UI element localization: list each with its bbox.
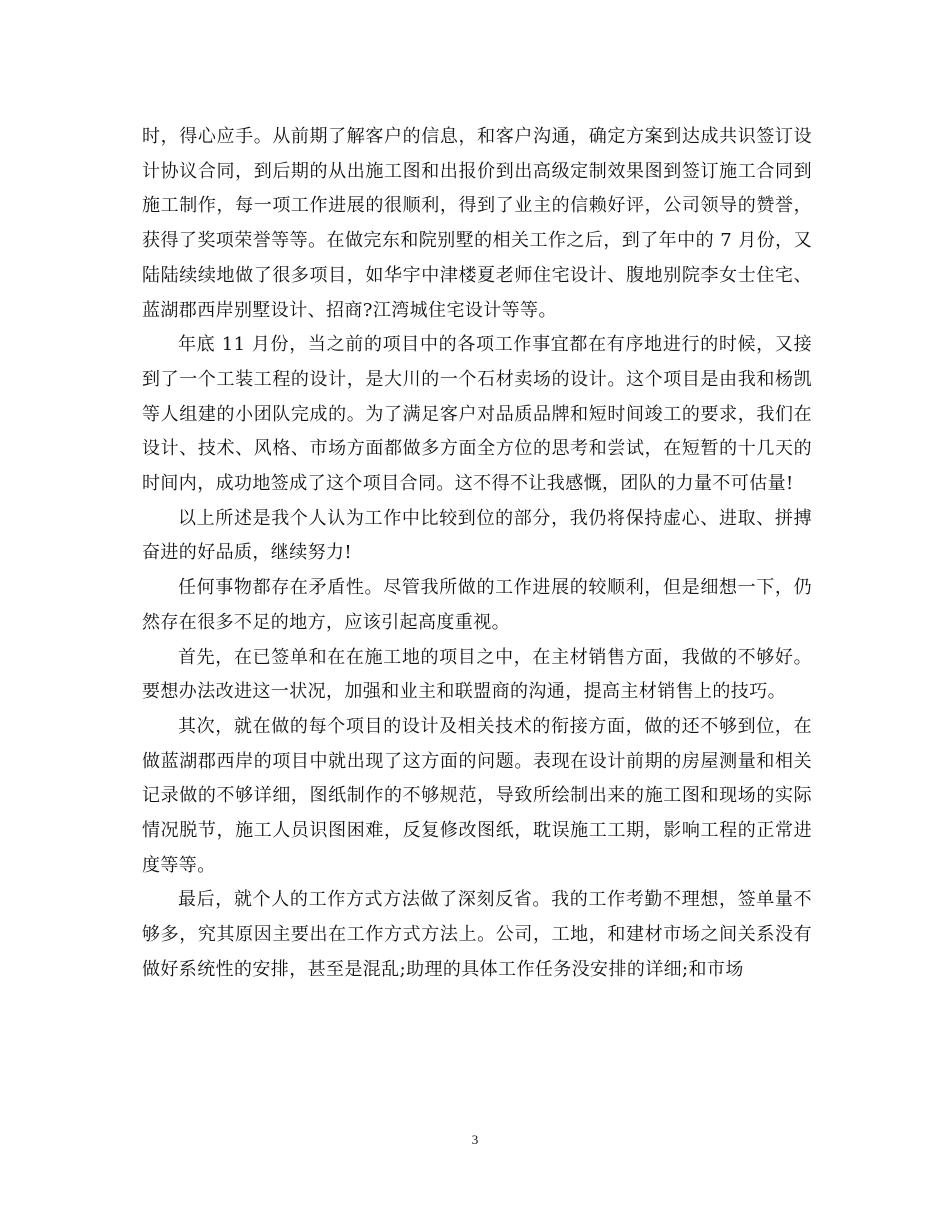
paragraph-4: 任何事物都存在矛盾性。尽管我所做的工作进展的较顺利，但是细想一下，仍然存在很多不足的地方，应该引起高度重视。 xyxy=(142,577,812,633)
body-text xyxy=(142,120,812,988)
paragraph-7: 最后，就个人的工作方式方法做了深刻反省。我的工作考勤不理想，签单量不够多，究其原因主要出在工作方式方法上。公司，工地，和建材市场之间关系没有做好系统性的安排，甚至是混乱;助理的具体工作任务没安排的详细;和市场 xyxy=(142,889,812,980)
paragraph-5: 首先，在已签单和在在施工地的项目之中，在主材销售方面，我做的不够好。要想办法改进这一状况，加强和业主和联盟商的沟通，提高主材销售上的技巧。 xyxy=(142,646,812,703)
paragraph-6: 其次，就在做的每个项目的设计及相关技术的衔接方面，做的还不够到位，在做蓝湖郡西岸的项目中就出现了这方面的问题。表现在设计前期的房屋测量和相关记录做的不够详细，图纸制作的不够规范，导致所绘制出来的施工图和现场的实际情况脱节，施工人员识图困难，反复修改图纸，耽误施工工期，影响工程的正常进度等等。 xyxy=(142,715,812,876)
paragraph-3: 以上所述是我个人认为工作中比较到位的部分，我仍将保持虚心、进取、拼搏奋进的好品质，继续努力! xyxy=(142,507,812,564)
paragraph-2: 年底 11 月份，当之前的项目中的各项工作事宜都在有序地进行的时候，又接到了一个工装工程的设计，是大川的一个石材卖场的设计。这个项目是由我和杨凯等人组建的小团队完成的。为了满足客户对品质品牌和短时间竣工的要求，我们在设计、技术、风格、市场方面都做多方面全方位的思考和尝试，在短暂的十几天的时间内，成功地签成了这个项目合同。这不得不让我感慨，团队的力量不可估量! xyxy=(142,334,812,495)
paragraph-1: 时，得心应手。从前期了解客户的信息，和客户沟通，确定方案到达成共识签订设计协议合同，到后期的从出施工图和出报价到出高级定制效果图到签订施工合同到施工制作，每一项工作进展的很顺利，得到了业主的信赖好评，公司领导的赞誉，获得了奖项荣誉等等。在做完东和院别墅的相关工作之后，到了年中的 7 月份，又陆陆续续地做了很多项目，如华宇中津楼夏老师住宅设计、腹地别院李女士住宅、蓝湖郡西岸别墅设计、招商?江湾城住宅设计等等。 xyxy=(142,126,812,321)
page-number: 3 xyxy=(471,1132,479,1147)
